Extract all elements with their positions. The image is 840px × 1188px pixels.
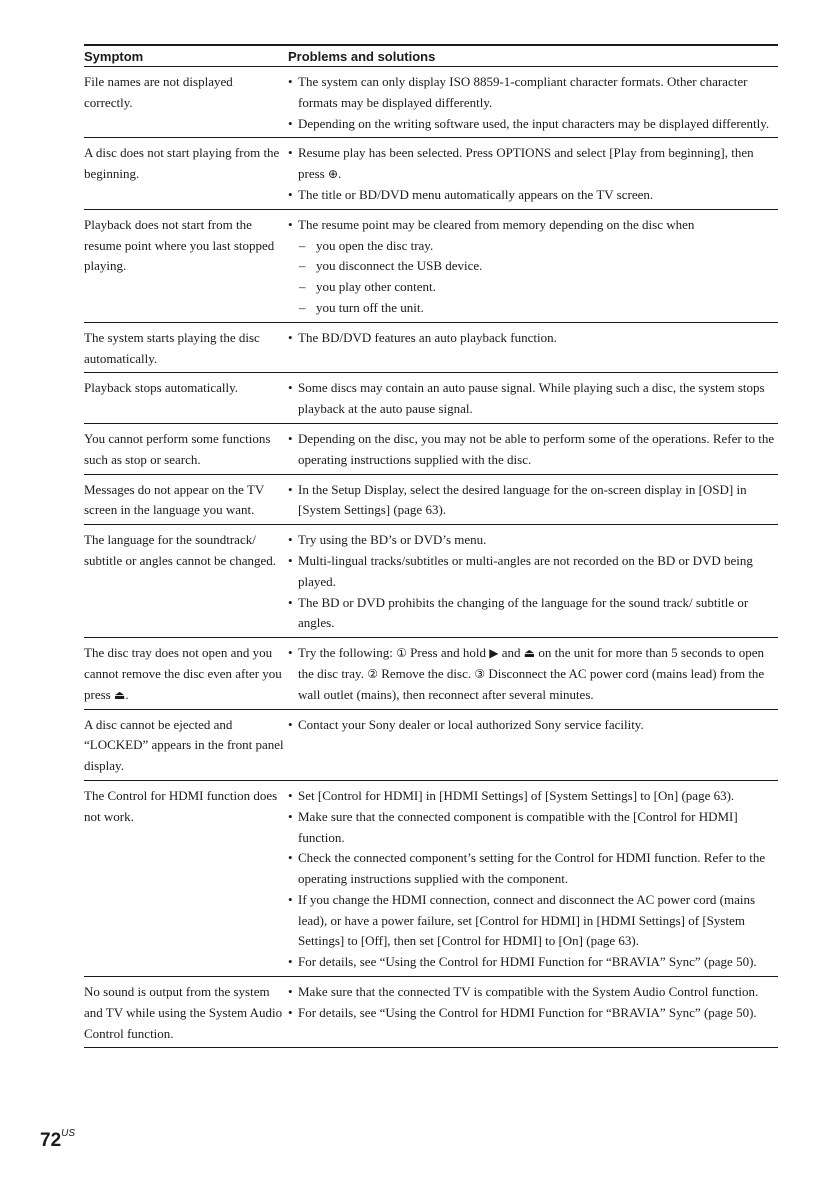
- table-row: [84, 210, 778, 323]
- solution-cell: [288, 982, 778, 1044]
- troubleshooting-table: [84, 44, 778, 1048]
- table-row: [84, 638, 778, 709]
- table-row: [84, 424, 778, 475]
- solution-cell: [288, 429, 778, 471]
- table-row: [84, 977, 778, 1048]
- solution-item: • Try the following: ① Press and hold ▶ and ⏏ on the unit for more than 5 seconds to open the disc tray. ② Remove the disc. ③ Disconnect the AC power cord (mains lead) from the wall outlet (mains), then reconnect after several minutes.: [288, 645, 765, 702]
- symptom-cell: Playback stops automatically.: [84, 380, 239, 396]
- solution-item: • In the Setup Display, select the desired language for the on-screen display in [OSD] in [System Settings] (page 63).: [288, 481, 747, 518]
- bullet-icon: •: [288, 481, 293, 497]
- eject-icon: ⏏: [113, 687, 126, 702]
- solution-item: • For details, see “Using the Control for HDMI Function for “BRAVIA” Sync” (page 50).: [288, 952, 778, 973]
- bullet-icon: •: [288, 787, 293, 803]
- symptom-cell: Messages do not appear on the TV screen in the language you want.: [84, 481, 265, 518]
- table-row: [84, 323, 778, 374]
- solution-cell: [288, 480, 778, 522]
- symptom-cell: The Control for HDMI function does not work.: [84, 787, 278, 824]
- solution-item: • Check the connected component’s setting for the Control for HDMI function. Refer to the operating instructions supplied with the component.: [288, 850, 766, 887]
- bullet-icon: •: [288, 552, 293, 568]
- bullet-icon: •: [288, 115, 293, 131]
- solution-item: • The BD or DVD prohibits the changing of the language for the sound track/ subtitle or angles.: [288, 594, 749, 631]
- solution-item: • The resume point may be cleared from memory depending on the disc when: [288, 215, 778, 236]
- bullet-icon: •: [288, 186, 293, 202]
- solution-item: • Contact your Sony dealer or local authorized Sony service facility.: [288, 715, 778, 736]
- solution-item: • Try using the BD’s or DVD’s menu.: [288, 530, 778, 551]
- solution-item: • If you change the HDMI connection, connect and disconnect the AC power cord (mains lead), or have a power failure, set [Control for HDMI] in [HDMI Settings] of [System Settings] to [Off], then set [Control for HDMI] to [On] (page 63).: [288, 891, 756, 949]
- solution-cell: [288, 378, 778, 420]
- solution-item: • For details, see “Using the Control for HDMI Function for “BRAVIA” Sync” (page 50).: [288, 1003, 778, 1024]
- bullet-icon: •: [288, 984, 293, 1000]
- symptom-cell: The system starts playing the disc automatically.: [84, 329, 260, 366]
- bullet-icon: •: [288, 216, 293, 232]
- symptom-cell: No sound is output from the system and TV while using the System Audio Control function.: [84, 984, 283, 1041]
- table-row: [84, 67, 778, 138]
- dash-icon: –: [299, 299, 306, 315]
- bullet-icon: •: [288, 808, 293, 824]
- table-row: [84, 525, 778, 638]
- solution-item: • Some discs may contain an auto pause signal. While playing such a disc, the system stops playback at the auto pause signal.: [288, 380, 765, 417]
- solution-cell: [288, 715, 778, 777]
- bullet-icon: •: [288, 380, 293, 396]
- bullet-icon: •: [288, 145, 293, 161]
- solution-cell: [288, 72, 778, 134]
- bullet-icon: •: [288, 532, 293, 548]
- dash-icon: –: [299, 279, 306, 295]
- header-symptom: Symptom: [84, 49, 144, 64]
- table-row: [84, 475, 778, 526]
- symptom-cell: File names are not displayed correctly.: [84, 74, 233, 110]
- bullet-icon: •: [288, 716, 293, 732]
- solution-cell: [288, 143, 778, 205]
- symptom-cell: You cannot perform some functions such as stop or search.: [84, 430, 271, 467]
- step-2-icon: ②: [367, 666, 378, 681]
- table-header: [84, 44, 778, 67]
- bullet-icon: •: [288, 954, 293, 970]
- solution-item: • The BD/DVD features an auto playback function.: [288, 328, 778, 349]
- bullet-icon: •: [288, 594, 293, 610]
- solution-cell: [288, 215, 778, 319]
- solution-item: • Make sure that the connected component is compatible with the [Control for HDMI] function.: [288, 808, 738, 845]
- solution-cell: [288, 786, 778, 973]
- solution-item: • Make sure that the connected TV is compatible with the System Audio Control function.: [288, 982, 778, 1003]
- dash-icon: –: [299, 258, 306, 274]
- table-row: [84, 138, 778, 209]
- solution-cell: [288, 328, 778, 370]
- solution-subitem: – you disconnect the USB device.: [288, 256, 778, 277]
- solution-item: • The system can only display ISO 8859-1-compliant character formats. Other character formats may be displayed differently.: [288, 74, 748, 110]
- bullet-icon: •: [288, 1004, 293, 1020]
- eject-icon: ⏏: [523, 646, 536, 661]
- table-row: [84, 781, 778, 977]
- page-number: $72^{US}$: [40, 1128, 76, 1151]
- symptom-cell: The disc tray does not open and you cannot remove the disc even after you press ⏏.: [84, 645, 282, 702]
- solution-cell: [288, 530, 778, 634]
- header-solutions: Problems and solutions: [288, 49, 436, 64]
- page-region: US: [61, 1128, 76, 1139]
- bullet-icon: •: [288, 430, 293, 446]
- solution-item: • The title or BD/DVD menu automatically appears on the TV screen.: [288, 185, 778, 206]
- enter-icon: ⊕: [327, 167, 339, 182]
- solution-cell: [288, 643, 778, 705]
- bullet-icon: •: [288, 850, 293, 866]
- symptom-cell: A disc cannot be ejected and “LOCKED” appears in the front panel display.: [84, 716, 284, 774]
- solution-item: • Set [Control for HDMI] in [HDMI Settings] of [System Settings] to [On] (page 63).: [288, 786, 778, 807]
- symptom-cell: Playback does not start from the resume point where you last stopped playing.: [84, 216, 275, 274]
- solution-item: • Depending on the disc, you may not be able to perform some of the operations. Refer to the operating instructions supplied with the disc.: [288, 430, 775, 467]
- solution-item: • Multi-lingual tracks/subtitles or multi-angles are not recorded on the BD or DVD being played.: [288, 552, 753, 589]
- table-row: [84, 710, 778, 781]
- solution-item: • Resume play has been selected. Press OPTIONS and select [Play from beginning], then press ⊕.: [288, 145, 754, 182]
- solution-item: • Depending on the writing software used, the input characters may be displayed differently.: [288, 114, 778, 135]
- bullet-icon: •: [288, 891, 293, 907]
- table-row: [84, 373, 778, 424]
- solution-subitem: – you play other content.: [288, 277, 778, 298]
- dash-icon: –: [299, 237, 306, 253]
- bullet-icon: •: [288, 645, 293, 661]
- step-3-icon: ③: [474, 666, 486, 681]
- symptom-cell: The language for the soundtrack/ subtitle or angles cannot be changed.: [84, 532, 277, 568]
- step-1-icon: ①: [396, 646, 407, 661]
- symptom-cell: A disc does not start playing from the beginning.: [84, 145, 280, 182]
- play-icon: ▶: [489, 646, 499, 661]
- solution-subitem: – you open the disc tray.: [288, 236, 778, 257]
- bullet-icon: •: [288, 74, 293, 89]
- solution-subitem: – you turn off the unit.: [288, 298, 778, 319]
- bullet-icon: •: [288, 329, 293, 345]
